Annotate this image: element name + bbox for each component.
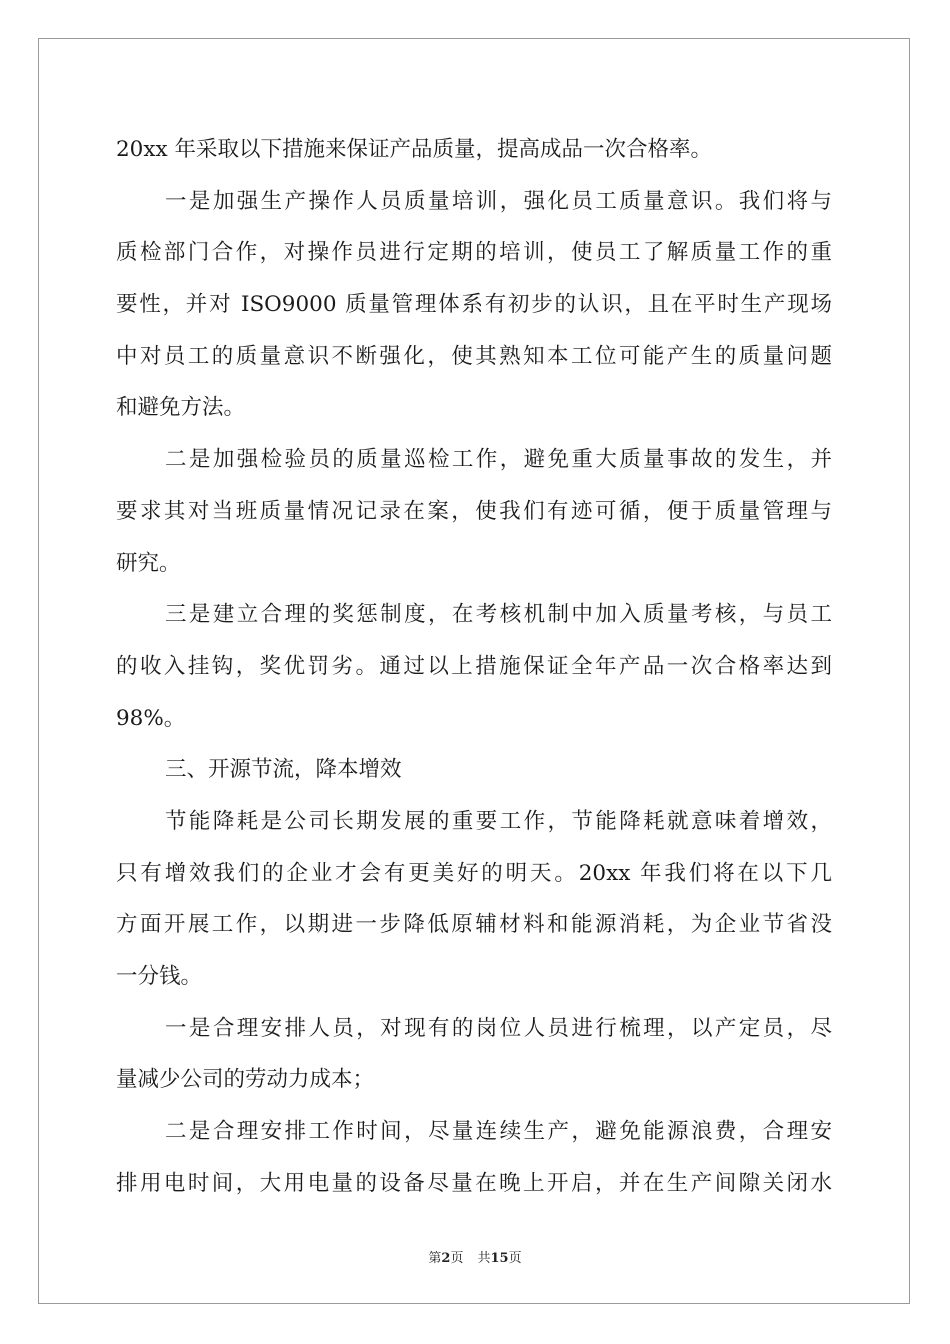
text-line: 方面开展工作，以期进一步降低原辅材料和能源消耗，为企业节省没 <box>116 912 832 938</box>
text-line: 一分钱。 <box>116 964 203 989</box>
document-body <box>116 124 832 1209</box>
text-line: 98%。 <box>116 705 186 731</box>
text-line: 二是加强检验员的质量巡检工作，避免重大质量事故的发生，并 <box>165 447 832 473</box>
current-page-number: 2 <box>441 1251 451 1266</box>
section-heading: 三、开源节流，降本增效 <box>165 757 402 783</box>
text-line: 中对员工的质量意识不断强化，使其熟知本工位可能产生的质量问题 <box>116 343 832 369</box>
text-line: 排用电时间，大用电量的设备尽量在晚上开启，并在生产间隙关闭水 <box>116 1170 832 1196</box>
text-line: 要求其对当班质量情况记录在案，使我们有迹可循，便于质量管理与 <box>116 498 832 524</box>
text-line: 一是加强生产操作人员质量培训，强化员工质量意识。我们将与 <box>165 188 832 214</box>
page-prefix: 第 <box>428 1251 442 1266</box>
text-line: 研究。 <box>116 550 181 576</box>
page-footer <box>0 1247 950 1266</box>
text-line: 只有增效我们的企业才会有更美好的明天。20xx 年我们将在以下几 <box>116 860 832 886</box>
text-line: 的收入挂钩，奖优罚劣。通过以上措施保证全年产品一次合格率达到 <box>116 653 832 679</box>
text-line: 二是合理安排工作时间，尽量连续生产，避免能源浪费，合理安 <box>165 1119 832 1145</box>
total-prefix: 共 <box>477 1251 491 1266</box>
text-line: 三是建立合理的奖惩制度，在考核机制中加入质量考核，与员工 <box>165 602 832 628</box>
text-line: 一是合理安排人员，对现有的岗位人员进行梳理，以产定员，尽 <box>165 1015 832 1041</box>
text-line: 20xx 年采取以下措施来保证产品质量，提高成品一次合格率。 <box>116 137 712 162</box>
total-suffix: 页 <box>508 1251 522 1266</box>
text-line: 要性，并对 ISO9000 质量管理体系有初步的认识，且在平时生产现场 <box>116 292 832 318</box>
total-page-count: 15 <box>490 1251 509 1266</box>
text-line: 质检部门合作，对操作员进行定期的培训，使员工了解质量工作的重 <box>116 240 832 266</box>
text-line: 量减少公司的劳动力成本； <box>116 1067 375 1093</box>
page-suffix: 页 <box>450 1251 464 1266</box>
text-line: 和避免方法。 <box>116 395 246 421</box>
text-line: 节能降耗是公司长期发展的重要工作，节能降耗就意味着增效， <box>165 808 832 834</box>
